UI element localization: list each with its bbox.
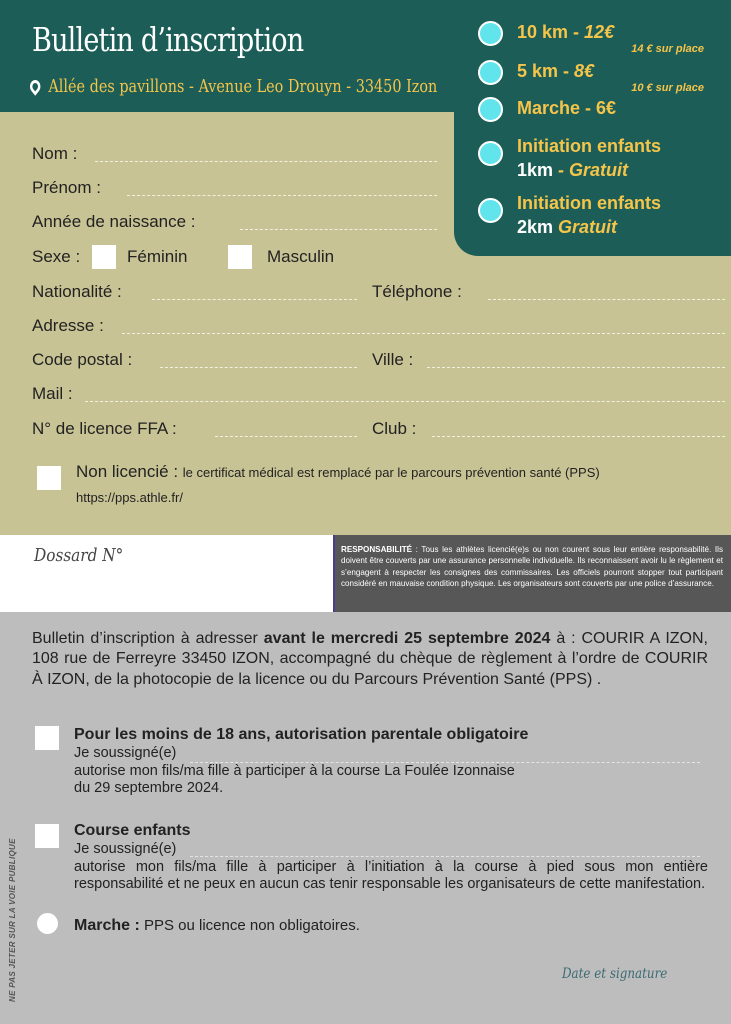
price-distance: 1km [517, 160, 554, 180]
event-address [30, 76, 437, 97]
kids-title: Course enfants [74, 822, 191, 839]
label-prenom: Prénom : [32, 178, 101, 197]
price-value: 8€ [574, 61, 595, 81]
label-nationalite: Nationalité : [32, 282, 122, 301]
input-minors-name[interactable] [190, 762, 700, 763]
checkbox-feminin[interactable] [92, 245, 116, 269]
kids-line2: autorise mon fils/ma fille à participer à l’initiation à la course à pied sous mon entière responsabilité et ne peux en aucun cas tenir responsable les organisateurs de cette manifestation. [74, 858, 708, 892]
vertical-notice: NE PAS JETER SUR LA VOIE PUBLIQUE [8, 838, 17, 1002]
option-bullet-icon[interactable] [478, 97, 503, 122]
price-value: 12€ [584, 22, 615, 42]
responsabilite-text: : Tous les athlètes licencié(e)s ou non courent sous leur entière responsabilité. Ils doivent être couverts par une assurance personnelle individuelle. Ils reconnaissent avoir lu le règlement et s’engagent à respecter les consignes des commissaires. Les officiels pourront stopper tout participant considéré en mauvaise condition physique. Les organisateurs sont couverts par une police d’assurance. [341, 545, 723, 588]
label-nom: Nom : [32, 144, 78, 163]
marche-title: Marche : [74, 917, 140, 934]
label-non-licencie: Non licencié : [76, 462, 179, 481]
radio-marche[interactable] [37, 913, 58, 934]
option-bullet-icon[interactable] [478, 198, 503, 223]
option-bullet-icon[interactable] [478, 60, 503, 85]
input-adresse[interactable] [122, 333, 725, 334]
input-club[interactable] [432, 436, 725, 437]
input-licence[interactable] [215, 436, 357, 437]
minors-line3: du 29 septembre 2024. [74, 780, 224, 796]
price-panel [454, 0, 731, 256]
responsabilite-title: RESPONSABILITÉ [341, 545, 413, 554]
instructions-part2: à : COURIR A IZON, 108 rue de Ferreyre 33450 IZON, accompagné du chèque de règlement à l’ordre de COURIR À IZON, de la photocopie de la licence ou du Parcours Prévention Santé (PPS) . [32, 630, 709, 688]
input-prenom[interactable] [127, 195, 437, 196]
input-code-postal[interactable] [160, 367, 357, 368]
price-label: Initiation enfants [517, 136, 661, 156]
minors-line1: Je soussigné(e) [74, 745, 177, 761]
price-value: - Gratuit [553, 160, 629, 180]
label-club: Club : [372, 419, 417, 438]
price-label: 5 km - [517, 61, 575, 81]
input-nationalite[interactable] [152, 299, 357, 300]
kids-line1: Je soussigné(e) [74, 841, 177, 857]
option-bullet-icon[interactable] [478, 21, 503, 46]
instructions-section [0, 612, 731, 1024]
price-onsite: 10 € sur place [631, 82, 704, 94]
input-ville[interactable] [427, 367, 725, 368]
checkbox-masculin[interactable] [228, 245, 252, 269]
pps-link[interactable]: https://pps.athle.fr/ [76, 490, 183, 505]
minors-line2: autorise mon fils/ma fille à participer à la course La Foulée Izonnaise [74, 762, 515, 779]
page-title: Bulletin d’inscription [32, 20, 304, 59]
checkbox-non-licencie[interactable] [37, 466, 61, 490]
label-sexe: Sexe : [32, 247, 81, 266]
marche-note [74, 917, 360, 935]
marche-text: PPS ou licence non obligatoires. [139, 917, 360, 934]
responsabilite-notice [333, 535, 731, 612]
instructions-deadline: avant le mercredi 25 septembre 2024 [263, 630, 551, 647]
dossard-label: Dossard N° [34, 545, 124, 566]
price-label: Marche - 6€ [517, 98, 617, 118]
label-telephone: Téléphone : [372, 282, 462, 301]
option-bullet-icon[interactable] [478, 141, 503, 166]
price-onsite: 14 € sur place [631, 43, 704, 55]
label-ville: Ville : [372, 350, 414, 369]
address-text: Allée des pavillons - Avenue Leo Drouyn - 33450 Izon [48, 76, 438, 97]
input-annee[interactable] [240, 229, 437, 230]
signature-label: Date et signature [562, 966, 668, 982]
price-distance: 2km [517, 217, 554, 237]
label-code-postal: Code postal : [32, 350, 133, 369]
checkbox-minors[interactable] [35, 726, 59, 750]
label-feminin: Féminin [127, 247, 188, 266]
label-mail: Mail : [32, 384, 73, 403]
label-licence: N° de licence FFA : [32, 419, 177, 438]
instructions-part1: Bulletin d’inscription à adresser [32, 630, 264, 647]
price-label: Initiation enfants [517, 193, 661, 213]
pps-note: le certificat médical est remplacé par le parcours prévention santé (PPS) [182, 465, 600, 480]
input-telephone[interactable] [488, 299, 725, 300]
non-licencie-row [76, 462, 600, 482]
price-label: 10 km - [517, 22, 585, 42]
minors-authorization [74, 724, 714, 798]
label-annee: Année de naissance : [32, 212, 196, 231]
price-value: Gratuit [553, 217, 618, 237]
location-pin-icon [28, 77, 43, 95]
input-mail[interactable] [85, 401, 725, 402]
checkbox-kids[interactable] [35, 824, 59, 848]
input-nom[interactable] [95, 161, 437, 162]
instructions-text [32, 629, 708, 690]
label-adresse: Adresse : [32, 316, 104, 335]
minors-title: Pour les moins de 18 ans, autorisation parentale obligatoire [74, 726, 529, 743]
label-masculin: Masculin [267, 247, 335, 266]
input-kids-name[interactable] [190, 856, 700, 857]
